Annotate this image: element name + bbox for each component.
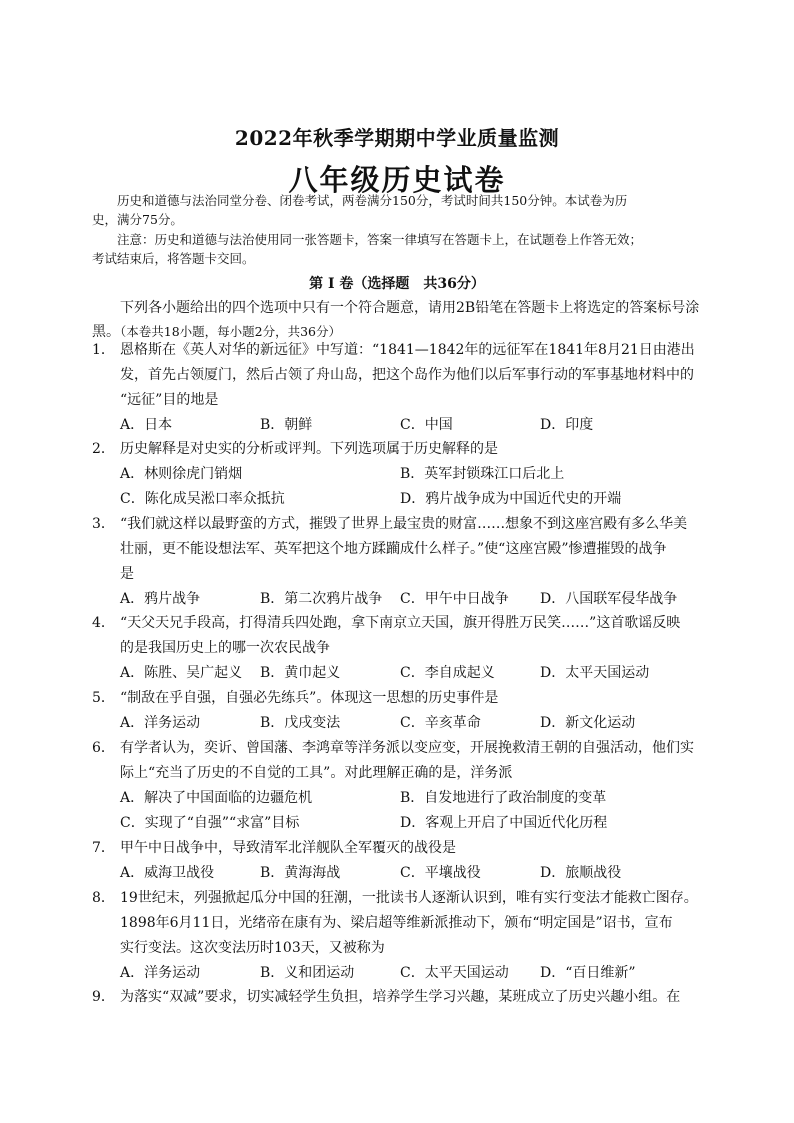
question-8 <box>92 886 704 986</box>
option-b: B．义和团运动 <box>260 965 355 981</box>
note-line: 注意：历史和道德与法治使用同一张答题卡，答案一律填写在答题卡上，在试题卷上作答无效； <box>117 232 643 247</box>
note-line: 史，满分75分。 <box>92 212 183 227</box>
question-text: “远征”目的地是 <box>120 392 219 408</box>
question-number: 9． <box>92 989 115 1005</box>
option-b: B．第二次鸦片战争 <box>260 591 383 607</box>
question-number: 6． <box>92 740 115 756</box>
section-title: 第 I 卷（选择题 共36分） <box>309 276 485 292</box>
option-a: A．鸦片战争 <box>120 591 201 607</box>
question-6 <box>92 736 704 836</box>
option-b: B．黄巾起义 <box>260 665 341 681</box>
question-text: 1898年6月11日，光绪帝在康有为、梁启超等维新派推动下，颁布“明定国是”诏书，宣布 <box>120 915 673 931</box>
option-d: D．“百日维新” <box>540 965 636 981</box>
question-3 <box>92 512 704 612</box>
section-intro <box>92 296 704 344</box>
option-a: A．林则徐虎门销烟 <box>120 466 243 482</box>
question-number: 2． <box>92 441 115 457</box>
option-b: B．黄海海战 <box>260 865 341 881</box>
option-b: B．自发地进行了政治制度的变革 <box>400 790 607 806</box>
question-text: “天父天兄手段高，打得清兵四处跑，拿下南京立天国，旗开得胜万民笑……”这首歌谣反映 <box>120 615 681 631</box>
option-c: C．太平天国运动 <box>400 965 509 981</box>
question-text: 发，首先占领厦门，然后占领了舟山岛，把这个岛作为他们以后军事行动的军事基地材料中的 <box>120 367 694 383</box>
option-d: D．印度 <box>540 417 594 433</box>
question-number: 3． <box>92 516 115 532</box>
note-line: 历史和道德与法治同堂分卷、闭卷考试，两卷满分150分，考试时间共150分钟。本试卷为历 <box>117 193 628 208</box>
option-a: A．日本 <box>120 417 173 433</box>
option-a: A．洋务运动 <box>120 715 201 731</box>
intro-text: 黑。 <box>92 324 120 340</box>
option-a: A．陈胜、吴广起义 <box>120 665 243 681</box>
exam-note-1 <box>92 191 704 229</box>
option-b: B．戊戌变法 <box>260 715 341 731</box>
option-c: C．李自成起义 <box>400 665 495 681</box>
question-number: 1． <box>92 342 115 358</box>
option-d: D．客观上开启了中国近代化历程 <box>400 815 608 831</box>
question-number: 5． <box>92 690 115 706</box>
question-text: “制敌在乎自强，自强必先练兵”。体现这一思想的历史事件是 <box>120 690 499 706</box>
intro-line: 下列各小题给出的四个选项中只有一个符合题意，请用2B铅笔在答题卡上将选定的答案标号涂 <box>120 300 700 316</box>
question-text: 恩格斯在《英人对华的新远征》中写道：“1841—1842年的远征军在1841年8月21日由港出 <box>120 342 695 358</box>
exam-title: 2022年秋季学期期中学业质量监测 <box>234 126 560 150</box>
question-text: 的是我国历史上的哪一次农民战争 <box>120 640 330 656</box>
option-d: D．旅顺战役 <box>540 865 622 881</box>
option-d: D．鸦片战争成为中国近代史的开端 <box>400 491 622 507</box>
option-a: A．威海卫战役 <box>120 865 215 881</box>
option-b: B．朝鲜 <box>260 417 313 433</box>
option-c: C．实现了“自强”“求富”目标 <box>120 815 300 831</box>
option-b: B．英军封锁珠江口后北上 <box>400 466 565 482</box>
question-text: 19世纪末，列强掀起瓜分中国的狂潮，一批读书人逐渐认识到，唯有实行变法才能救亡图存。 <box>120 890 698 906</box>
question-7 <box>92 836 704 886</box>
question-text: 甲午中日战争中，导致清军北洋舰队全军覆灭的战役是 <box>120 840 456 856</box>
exam-note-2 <box>92 230 704 268</box>
intro-scoring: （本卷共18小题，每小题2分，共36分） <box>120 324 342 339</box>
option-d: D．八国联军侵华战争 <box>540 591 678 607</box>
question-text: 际上“充当了历史的不自觉的工具”。对此理解正确的是，洋务派 <box>120 765 513 781</box>
question-1 <box>92 338 704 438</box>
option-c: C．甲午中日战争 <box>400 591 509 607</box>
question-text: “我们就这样以最野蛮的方式，摧毁了世界上最宝贵的财富……想象不到这座宫殿有多么华美 <box>120 516 688 532</box>
option-c: C．陈化成吴淞口率众抵抗 <box>120 491 285 507</box>
note-line: 考试结束后，将答题卡交回。 <box>92 251 255 266</box>
question-number: 8． <box>92 890 115 906</box>
question-9 <box>92 985 704 1010</box>
option-a: A．解决了中国面临的边疆危机 <box>120 790 313 806</box>
question-number: 7． <box>92 840 115 856</box>
question-5 <box>92 686 704 736</box>
question-text: 是 <box>120 566 134 582</box>
question-text: 有学者认为，奕䜣、曾国藩、李鸿章等洋务派以变应变，开展挽救清王朝的自强活动，他们实 <box>120 740 694 756</box>
option-c: C．中国 <box>400 417 453 433</box>
question-2 <box>92 437 704 512</box>
question-4 <box>92 611 704 686</box>
question-number: 4． <box>92 615 115 631</box>
option-d: D．太平天国运动 <box>540 665 650 681</box>
option-c: C．辛亥革命 <box>400 715 481 731</box>
question-text: 历史解释是对史实的分析或评判。下列选项属于历史解释的是 <box>120 441 498 457</box>
question-text: 实行变法。这次变法历时103天，又被称为 <box>120 940 385 956</box>
option-c: C．平壤战役 <box>400 865 481 881</box>
option-d: D．新文化运动 <box>540 715 636 731</box>
question-text: 为落实“双减”要求，切实减轻学生负担，培养学生学习兴趣，某班成立了历史兴趣小组。在 <box>120 989 681 1005</box>
exam-subtitle: 八年级历史试卷 <box>288 163 506 197</box>
option-a: A．洋务运动 <box>120 965 201 981</box>
question-text: 壮丽，更不能设想法军、英军把这个地方蹂躏成什么样子。”使“这座宫殿”惨遭摧毁的战争 <box>120 541 667 557</box>
